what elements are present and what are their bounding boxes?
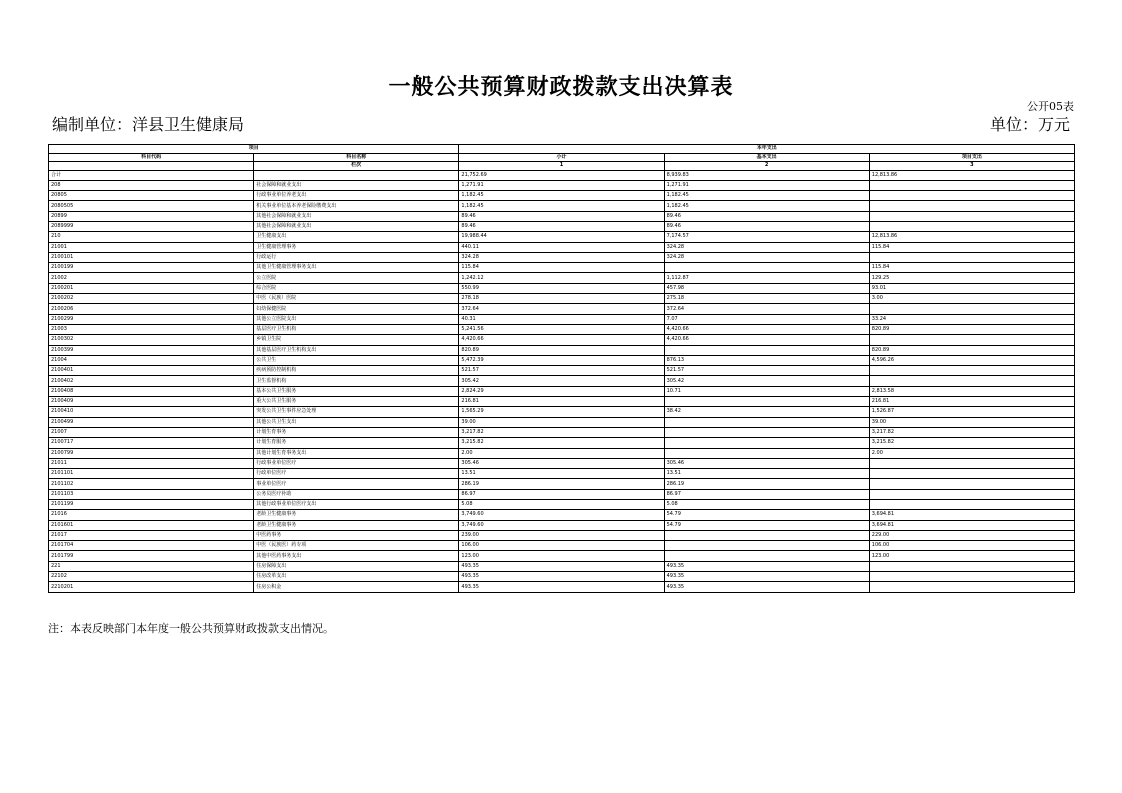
table-row xyxy=(49,294,1075,304)
cell-code: 2101199 xyxy=(49,500,254,510)
table-row xyxy=(49,211,1075,221)
cell-name: 中医（民族）医院 xyxy=(254,294,459,304)
cell-name: 住房改革支出 xyxy=(254,572,459,582)
cell-total: 493.35 xyxy=(459,561,664,571)
cell-basic xyxy=(664,530,869,540)
cell-project: 3,694.81 xyxy=(869,520,1074,530)
cell-code: 2100202 xyxy=(49,294,254,304)
cell-code: 2100409 xyxy=(49,397,254,407)
table-row xyxy=(49,170,1075,180)
cell-basic: 38.42 xyxy=(664,407,869,417)
cell-total: 820.89 xyxy=(459,345,664,355)
cell-name: 行政单位医疗 xyxy=(254,469,459,479)
cell-code: 2100302 xyxy=(49,335,254,345)
table-row xyxy=(49,407,1075,417)
cell-project: 12,813.86 xyxy=(869,232,1074,242)
unit-label: 单位：万元 xyxy=(989,115,1070,134)
cell-basic: 521.57 xyxy=(664,366,869,376)
cell-name: 疾病预防控制机构 xyxy=(254,366,459,376)
table-row xyxy=(49,458,1075,468)
cell-code: 2100401 xyxy=(49,366,254,376)
cell-total: 2,824.29 xyxy=(459,386,664,396)
table-row xyxy=(49,520,1075,530)
cell-code: 21017 xyxy=(49,530,254,540)
cell-basic: 493.35 xyxy=(664,582,869,592)
table-row xyxy=(49,397,1075,407)
cell-code: 2100408 xyxy=(49,386,254,396)
cell-total: 1,182.45 xyxy=(459,201,664,211)
cell-name: 公共卫生 xyxy=(254,355,459,365)
header-basic: 基本支出 xyxy=(664,153,869,162)
cell-basic: 1,182.45 xyxy=(664,191,869,201)
table-row xyxy=(49,561,1075,571)
cell-basic: 305.42 xyxy=(664,376,869,386)
cell-project: 3.00 xyxy=(869,294,1074,304)
cell-name: 其他公共卫生支出 xyxy=(254,417,459,427)
cell-total: 493.35 xyxy=(459,572,664,582)
cell-project: 129.25 xyxy=(869,273,1074,283)
cell-project: 39.00 xyxy=(869,417,1074,427)
cell-code: 2101799 xyxy=(49,551,254,561)
table-row xyxy=(49,252,1075,262)
cell-project xyxy=(869,335,1074,345)
cell-name: 其他行政事业单位医疗支出 xyxy=(254,500,459,510)
cell-name: 妇幼保健医院 xyxy=(254,304,459,314)
cell-basic xyxy=(664,263,869,273)
cell-project: 820.89 xyxy=(869,324,1074,334)
header-col3: 3 xyxy=(869,162,1074,171)
cell-code: 21001 xyxy=(49,242,254,252)
expenditure-table xyxy=(48,144,1075,593)
cell-basic: 54.79 xyxy=(664,520,869,530)
cell-total: 286.19 xyxy=(459,479,664,489)
cell-code: 2100206 xyxy=(49,304,254,314)
table-row xyxy=(49,551,1075,561)
cell-total: 324.28 xyxy=(459,252,664,262)
cell-basic: 4,420.66 xyxy=(664,335,869,345)
cell-name: 行政运行 xyxy=(254,252,459,262)
cell-total: 3,215.82 xyxy=(459,438,664,448)
cell-code: 2100399 xyxy=(49,345,254,355)
table-row xyxy=(49,582,1075,592)
cell-basic: 324.28 xyxy=(664,252,869,262)
cell-code: 21007 xyxy=(49,427,254,437)
cell-project: 3,217.82 xyxy=(869,427,1074,437)
cell-name: 公立医院 xyxy=(254,273,459,283)
cell-code: 20805 xyxy=(49,191,254,201)
cell-basic: 4,420.66 xyxy=(664,324,869,334)
table-row xyxy=(49,335,1075,345)
table-row xyxy=(49,324,1075,334)
cell-name: 其他公立医院支出 xyxy=(254,314,459,324)
cell-project: 33.24 xyxy=(869,314,1074,324)
cell-total: 305.42 xyxy=(459,376,664,386)
cell-basic: 493.35 xyxy=(664,572,869,582)
cell-code: 22102 xyxy=(49,572,254,582)
cell-code: 2101102 xyxy=(49,479,254,489)
cell-project xyxy=(869,180,1074,190)
cell-basic xyxy=(664,541,869,551)
cell-name: 其他基层医疗卫生机构支出 xyxy=(254,345,459,355)
cell-name: 乡镇卫生院 xyxy=(254,335,459,345)
header-blank xyxy=(49,162,254,171)
cell-name: 事业单位医疗 xyxy=(254,479,459,489)
cell-basic xyxy=(664,448,869,458)
header-row-3 xyxy=(49,162,1075,171)
cell-total: 305.46 xyxy=(459,458,664,468)
cell-project xyxy=(869,489,1074,499)
cell-total: 550.99 xyxy=(459,283,664,293)
table-row xyxy=(49,510,1075,520)
cell-basic xyxy=(664,397,869,407)
cell-name: 卫生健康管理事务 xyxy=(254,242,459,252)
table-row xyxy=(49,232,1075,242)
cell-code: 2089999 xyxy=(49,221,254,231)
cell-code: 21002 xyxy=(49,273,254,283)
cell-basic: 876.13 xyxy=(664,355,869,365)
cell-project: 1,526.87 xyxy=(869,407,1074,417)
cell-name: 基本公共卫生服务 xyxy=(254,386,459,396)
cell-code: 2100101 xyxy=(49,252,254,262)
cell-code: 2100717 xyxy=(49,438,254,448)
header-current-year: 本年支出 xyxy=(459,145,1075,154)
cell-project xyxy=(869,211,1074,221)
cell-name: 老龄卫生健康事务 xyxy=(254,520,459,530)
header-project: 项目支出 xyxy=(869,153,1074,162)
cell-project: 2.00 xyxy=(869,448,1074,458)
cell-basic: 54.79 xyxy=(664,510,869,520)
cell-total: 39.00 xyxy=(459,417,664,427)
cell-project xyxy=(869,191,1074,201)
cell-code: 2100402 xyxy=(49,376,254,386)
cell-total: 1,182.45 xyxy=(459,191,664,201)
cell-name: 机关事业单位基本养老保险缴费支出 xyxy=(254,201,459,211)
cell-total: 3,749.60 xyxy=(459,510,664,520)
cell-total: 1,271.91 xyxy=(459,180,664,190)
table-row xyxy=(49,417,1075,427)
cell-name: 中医药事务 xyxy=(254,530,459,540)
cell-project xyxy=(869,572,1074,582)
cell-code: 208 xyxy=(49,180,254,190)
cell-code: 2210201 xyxy=(49,582,254,592)
cell-name: 重大公共卫生服务 xyxy=(254,397,459,407)
cell-project: 820.89 xyxy=(869,345,1074,355)
cell-code: 21011 xyxy=(49,458,254,468)
cell-code: 2101103 xyxy=(49,489,254,499)
header-name: 科目名称 xyxy=(254,153,459,162)
cell-basic: 89.46 xyxy=(664,211,869,221)
cell-basic: 457.98 xyxy=(664,283,869,293)
table-row xyxy=(49,448,1075,458)
cell-project xyxy=(869,366,1074,376)
header-item: 项目 xyxy=(49,145,459,154)
cell-total: 86.97 xyxy=(459,489,664,499)
cell-project: 2,813.58 xyxy=(869,386,1074,396)
table-row xyxy=(49,180,1075,190)
cell-project xyxy=(869,376,1074,386)
cell-name: 住房公积金 xyxy=(254,582,459,592)
table-row xyxy=(49,438,1075,448)
cell-name: 社会保障和就业支出 xyxy=(254,180,459,190)
cell-code: 210 xyxy=(49,232,254,242)
cell-project xyxy=(869,221,1074,231)
cell-basic: 1,112.87 xyxy=(664,273,869,283)
cell-total: 115.84 xyxy=(459,263,664,273)
cell-project: 3,694.81 xyxy=(869,510,1074,520)
cell-project: 3,215.82 xyxy=(869,438,1074,448)
cell-basic: 1,182.45 xyxy=(664,201,869,211)
table-row xyxy=(49,479,1075,489)
cell-basic: 13.51 xyxy=(664,469,869,479)
cell-code: 21003 xyxy=(49,324,254,334)
table-row xyxy=(49,386,1075,396)
cell-code: 2080505 xyxy=(49,201,254,211)
cell-name: 公务员医疗补助 xyxy=(254,489,459,499)
cell-total: 89.46 xyxy=(459,221,664,231)
table-row xyxy=(49,263,1075,273)
cell-name: 卫生健康支出 xyxy=(254,232,459,242)
header-subtotal: 小计 xyxy=(459,153,664,162)
cell-total: 21,752.69 xyxy=(459,170,664,180)
cell-project: 106.00 xyxy=(869,541,1074,551)
table-row xyxy=(49,273,1075,283)
cell-project: 229.00 xyxy=(869,530,1074,540)
footnote: 注：本表反映部门本年度一般公共预算财政拨款支出情况。 xyxy=(48,622,334,635)
header-col1: 1 xyxy=(459,162,664,171)
cell-code: 20899 xyxy=(49,211,254,221)
cell-project: 12,813.86 xyxy=(869,170,1074,180)
table-row xyxy=(49,541,1075,551)
cell-name: 突发公共卫生事件应急处理 xyxy=(254,407,459,417)
cell-total: 493.35 xyxy=(459,582,664,592)
header-col2: 2 xyxy=(664,162,869,171)
org-label: 编制单位：洋县卫生健康局 xyxy=(52,115,245,134)
cell-code: 2100299 xyxy=(49,314,254,324)
cell-total: 372.64 xyxy=(459,304,664,314)
cell-name: 基层医疗卫生机构 xyxy=(254,324,459,334)
cell-basic: 493.35 xyxy=(664,561,869,571)
cell-basic: 1,271.91 xyxy=(664,180,869,190)
header-row-2 xyxy=(49,153,1075,162)
cell-name: 行政事业单位养老支出 xyxy=(254,191,459,201)
cell-total: 89.46 xyxy=(459,211,664,221)
cell-code: 2100799 xyxy=(49,448,254,458)
table-row xyxy=(49,283,1075,293)
table-row xyxy=(49,314,1075,324)
cell-name: 其他社会保障和就业支出 xyxy=(254,211,459,221)
cell-project xyxy=(869,479,1074,489)
cell-total: 216.81 xyxy=(459,397,664,407)
header-row-1 xyxy=(49,145,1075,154)
cell-project xyxy=(869,500,1074,510)
cell-project xyxy=(869,304,1074,314)
cell-total: 521.57 xyxy=(459,366,664,376)
table-row xyxy=(49,191,1075,201)
cell-total: 5,472.39 xyxy=(459,355,664,365)
cell-basic: 7,174.57 xyxy=(664,232,869,242)
table-row xyxy=(49,469,1075,479)
cell-basic: 275.18 xyxy=(664,294,869,304)
cell-total: 13.51 xyxy=(459,469,664,479)
cell-total: 1,242.12 xyxy=(459,273,664,283)
cell-name: 其他中医药事务支出 xyxy=(254,551,459,561)
cell-total: 1,565.29 xyxy=(459,407,664,417)
cell-code: 2101601 xyxy=(49,520,254,530)
table-row xyxy=(49,376,1075,386)
table-row xyxy=(49,427,1075,437)
table-row xyxy=(49,355,1075,365)
cell-total: 440.11 xyxy=(459,242,664,252)
cell-basic: 10.71 xyxy=(664,386,869,396)
cell-total: 2.00 xyxy=(459,448,664,458)
cell-total: 106.00 xyxy=(459,541,664,551)
cell-name: 卫生监督机构 xyxy=(254,376,459,386)
cell-project: 4,596.26 xyxy=(869,355,1074,365)
form-number: 公开05表 xyxy=(1027,100,1074,113)
cell-total: 123.00 xyxy=(459,551,664,561)
cell-name: 其他卫生健康管理事务支出 xyxy=(254,263,459,273)
table-row xyxy=(49,201,1075,211)
header-rank: 栏次 xyxy=(254,162,459,171)
cell-project: 93.01 xyxy=(869,283,1074,293)
cell-project xyxy=(869,252,1074,262)
cell-name: 计划生育事务 xyxy=(254,427,459,437)
table-row xyxy=(49,500,1075,510)
cell-total: 5,241.56 xyxy=(459,324,664,334)
cell-total: 5.08 xyxy=(459,500,664,510)
cell-name: 其他计划生育事务支出 xyxy=(254,448,459,458)
cell-basic xyxy=(664,345,869,355)
cell-code: 21016 xyxy=(49,510,254,520)
cell-project xyxy=(869,582,1074,592)
cell-basic: 86.97 xyxy=(664,489,869,499)
cell-project xyxy=(869,458,1074,468)
cell-name: 住房保障支出 xyxy=(254,561,459,571)
table-row xyxy=(49,345,1075,355)
cell-name: 中医（民族医）药专项 xyxy=(254,541,459,551)
cell-project: 216.81 xyxy=(869,397,1074,407)
cell-name xyxy=(254,170,459,180)
cell-name: 其他社会保障和就业支出 xyxy=(254,221,459,231)
cell-basic: 8,939.83 xyxy=(664,170,869,180)
cell-basic: 89.46 xyxy=(664,221,869,231)
cell-basic: 324.28 xyxy=(664,242,869,252)
cell-total: 40.31 xyxy=(459,314,664,324)
table-row xyxy=(49,572,1075,582)
header-code: 科目代码 xyxy=(49,153,254,162)
cell-name: 计划生育服务 xyxy=(254,438,459,448)
cell-name: 综合医院 xyxy=(254,283,459,293)
table-row xyxy=(49,366,1075,376)
table-row xyxy=(49,489,1075,499)
cell-code: 合计 xyxy=(49,170,254,180)
cell-total: 3,749.60 xyxy=(459,520,664,530)
cell-total: 239.00 xyxy=(459,530,664,540)
cell-total: 278.18 xyxy=(459,294,664,304)
cell-basic xyxy=(664,551,869,561)
cell-total: 4,420.66 xyxy=(459,335,664,345)
cell-code: 21004 xyxy=(49,355,254,365)
cell-total: 3,217.82 xyxy=(459,427,664,437)
table-row xyxy=(49,221,1075,231)
cell-name: 行政事业单位医疗 xyxy=(254,458,459,468)
cell-code: 2101101 xyxy=(49,469,254,479)
cell-total: 19,988.44 xyxy=(459,232,664,242)
cell-basic: 372.64 xyxy=(664,304,869,314)
table-row xyxy=(49,304,1075,314)
table-row xyxy=(49,242,1075,252)
cell-project: 123.00 xyxy=(869,551,1074,561)
cell-code: 2101704 xyxy=(49,541,254,551)
cell-code: 2100499 xyxy=(49,417,254,427)
cell-basic xyxy=(664,417,869,427)
cell-basic: 305.46 xyxy=(664,458,869,468)
cell-basic xyxy=(664,427,869,437)
cell-name: 老龄卫生健康事务 xyxy=(254,510,459,520)
cell-basic: 7.07 xyxy=(664,314,869,324)
cell-project xyxy=(869,469,1074,479)
cell-code: 2100410 xyxy=(49,407,254,417)
page-title: 一般公共预算财政拨款支出决算表 xyxy=(388,74,734,100)
cell-project xyxy=(869,201,1074,211)
cell-basic: 5.08 xyxy=(664,500,869,510)
cell-code: 221 xyxy=(49,561,254,571)
cell-basic: 286.19 xyxy=(664,479,869,489)
table-row xyxy=(49,530,1075,540)
cell-project xyxy=(869,561,1074,571)
cell-code: 2100199 xyxy=(49,263,254,273)
cell-basic xyxy=(664,438,869,448)
cell-code: 2100201 xyxy=(49,283,254,293)
cell-project: 115.84 xyxy=(869,263,1074,273)
cell-project: 115.84 xyxy=(869,242,1074,252)
